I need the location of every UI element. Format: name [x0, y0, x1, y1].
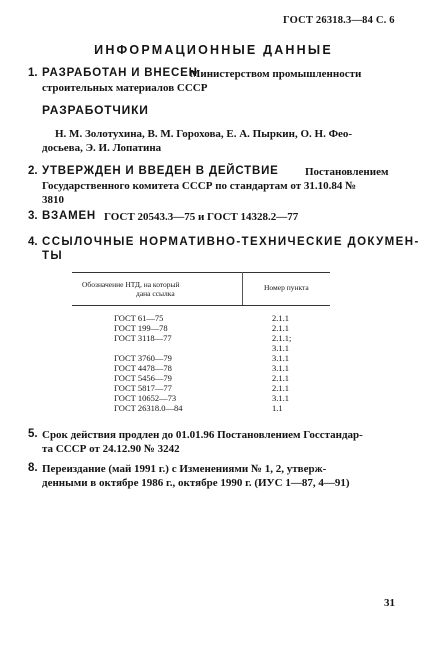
- section-5-line2: та СССР от 24.12.90 № 3242: [42, 443, 180, 455]
- section-3-number: 3.: [28, 210, 38, 222]
- table-column-divider: [242, 272, 243, 306]
- document-reference: ГОСТ 26318.3—84 С. 6: [283, 15, 395, 26]
- table-row-item: 2.1.1: [272, 313, 289, 323]
- section-3-text: ГОСТ 20543.3—75 и ГОСТ 14328.2—77: [104, 211, 299, 223]
- table-row-item: 3.1.1: [272, 393, 289, 403]
- section-3-heading: ВЗАМЕН: [42, 210, 97, 222]
- section-5-number: 5.: [28, 428, 38, 440]
- section-1-heading: РАЗРАБОТАН И ВНЕСЕН: [42, 67, 198, 79]
- table-row-item: 1.1: [272, 403, 283, 413]
- developers-line1: Н. М. Золотухина, В. М. Горохова, Е. А. Пыркин, О. Н. Фео-: [55, 128, 353, 140]
- section-8-number: 8.: [28, 462, 38, 474]
- section-4-heading-line1: ССЫЛОЧНЫЕ НОРМАТИВНО-ТЕХНИЧЕСКИЕ ДОКУМЕН-: [42, 236, 420, 248]
- developers-line2: досьева, Э. И. Лопатина: [42, 142, 162, 154]
- table-row-item: 3.1.1: [272, 343, 289, 353]
- table-row-doc: ГОСТ 3760—79: [114, 353, 172, 363]
- table-row-doc: ГОСТ 3118—77: [114, 333, 172, 343]
- section-8-line2: денными в октябре 1986 г., октябре 1990 г. (ИУС 1—87, 4—91): [42, 477, 350, 489]
- table-row-item: 2.1.1: [272, 373, 289, 383]
- table-row-item: 2.1.1: [272, 323, 289, 333]
- section-2-text-line2: Государственного комитета СССР по стандартам от 31.10.84 №: [42, 180, 357, 192]
- table-row-doc: ГОСТ 5817—77: [114, 383, 172, 393]
- table-header-col2: Номер пункта: [264, 283, 309, 292]
- table-row-item: 3.1.1: [272, 353, 289, 363]
- table-header-rule: [72, 305, 330, 306]
- section-5-line1: Срок действия продлен до 01.01.96 Постановлением Госстандар-: [42, 429, 363, 441]
- section-8-line1: Переиздание (май 1991 г.) с Изменениями № 1, 2, утверж-: [42, 463, 327, 475]
- table-row-item: 2.1.1;: [272, 333, 292, 343]
- table-row-doc: ГОСТ 4478—78: [114, 363, 172, 373]
- section-4-number: 4.: [28, 236, 38, 248]
- table-top-rule: [72, 272, 330, 273]
- page-title: ИНФОРМАЦИОННЫЕ ДАННЫЕ: [94, 43, 333, 57]
- page-number: 31: [384, 597, 395, 609]
- table-row-doc: ГОСТ 5456—79: [114, 373, 172, 383]
- table-header-col1-line1: Обозначение НТД, на который: [82, 280, 180, 289]
- table-row-doc: ГОСТ 199—78: [114, 323, 168, 333]
- section-2-heading: УТВЕРЖДЕН И ВВЕДЕН В ДЕЙСТВИЕ: [42, 165, 279, 177]
- section-4-heading-line2: ТЫ: [42, 250, 64, 262]
- section-2-text-line1: Постановлением: [305, 166, 389, 178]
- table-row-item: 3.1.1: [272, 363, 289, 373]
- section-2-number: 2.: [28, 165, 38, 177]
- section-2-text-line3: 3810: [42, 194, 64, 206]
- table-row-doc: ГОСТ 61—75: [114, 313, 164, 323]
- table-header-col1-line2: дана ссылка: [136, 289, 175, 298]
- section-1-text-line1: Министерством промышленности: [190, 68, 362, 80]
- table-row-doc: ГОСТ 26318.0—84: [114, 403, 183, 413]
- section-1-number: 1.: [28, 67, 38, 79]
- section-1-text-line2: строительных материалов СССР: [42, 82, 208, 94]
- developers-heading: РАЗРАБОТЧИКИ: [42, 103, 149, 117]
- table-row-doc: ГОСТ 10652—73: [114, 393, 177, 403]
- table-row-item: 2.1.1: [272, 383, 289, 393]
